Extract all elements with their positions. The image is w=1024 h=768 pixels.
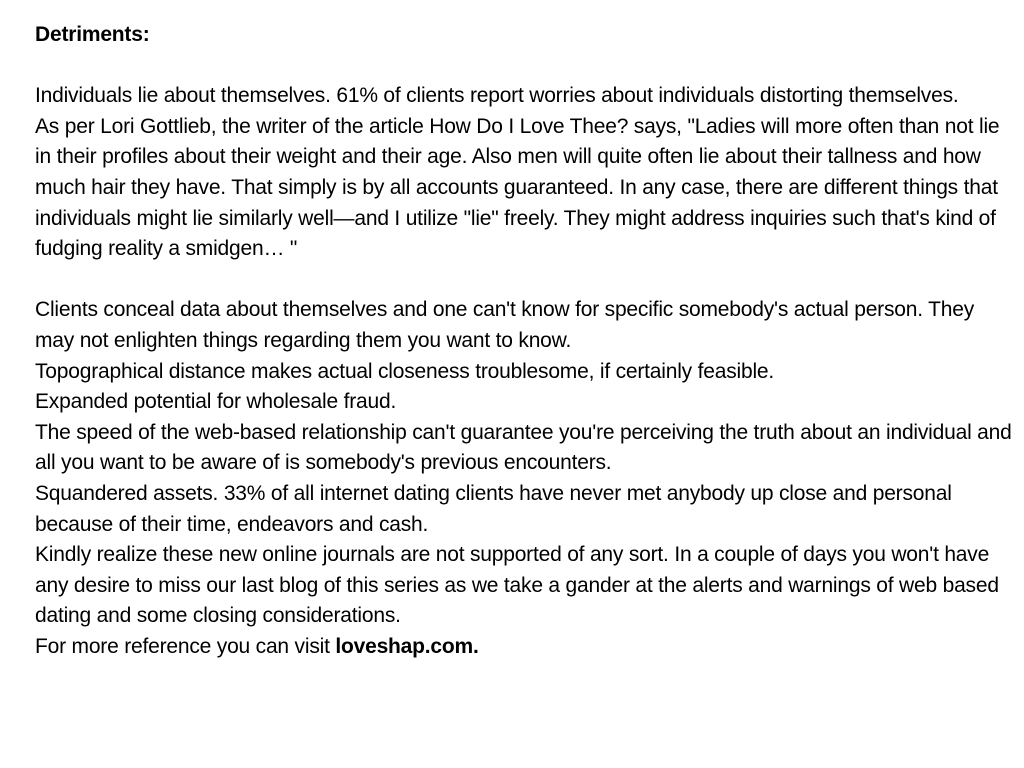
paragraph-fraud: Expanded potential for wholesale fraud.	[35, 390, 397, 414]
spacer	[35, 51, 1015, 82]
slide-body	[35, 20, 1015, 662]
paragraph-speed: The speed of the web-based relationship can't guarantee you're perceiving the truth about an individual and all you want to be aware of is somebody's previous encounters.	[35, 420, 1012, 475]
reference-link[interactable]: loveshap.com.	[335, 634, 479, 658]
reference-line	[35, 632, 1015, 663]
spacer	[35, 265, 1015, 296]
paragraph-disclaimer: Kindly realize these new online journals are not supported of any sort. In a couple of days you won't have any desire to miss our last blog of this series as we take a gander at the alerts and warnings of web based dating and some closing considerations.	[35, 543, 999, 628]
paragraph-gottlieb-quote: As per Lori Gottlieb, the writer of the article How Do I Love Thee? says, "Ladies will more often than not lie in their profiles about their weight and their age. Also men will quite often lie about their tallness and how much hair they have. That simply is by all accounts guaranteed. In any case, there are different things that individuals might lie similarly well—and I utilize "lie" freely. They might address inquiries such that's kind of fudging reality a smidgen… "	[35, 114, 1000, 261]
paragraph-squandered: Squandered assets. 33% of all internet dating clients have never met anybody up close and personal because of their time, endeavors and cash.	[35, 481, 952, 536]
heading: Detriments:	[35, 23, 150, 46]
paragraph-lying: Individuals lie about themselves. 61% of clients report worries about individuals distorting themselves.	[35, 84, 959, 108]
paragraph-distance: Topographical distance makes actual closeness troublesome, if certainly feasible.	[35, 359, 775, 383]
reference-prefix: For more reference you can visit	[35, 634, 336, 658]
paragraph-conceal: Clients conceal data about themselves and one can't know for specific somebody's actual person. They may not enlighten things regarding them you want to know.	[35, 298, 975, 352]
